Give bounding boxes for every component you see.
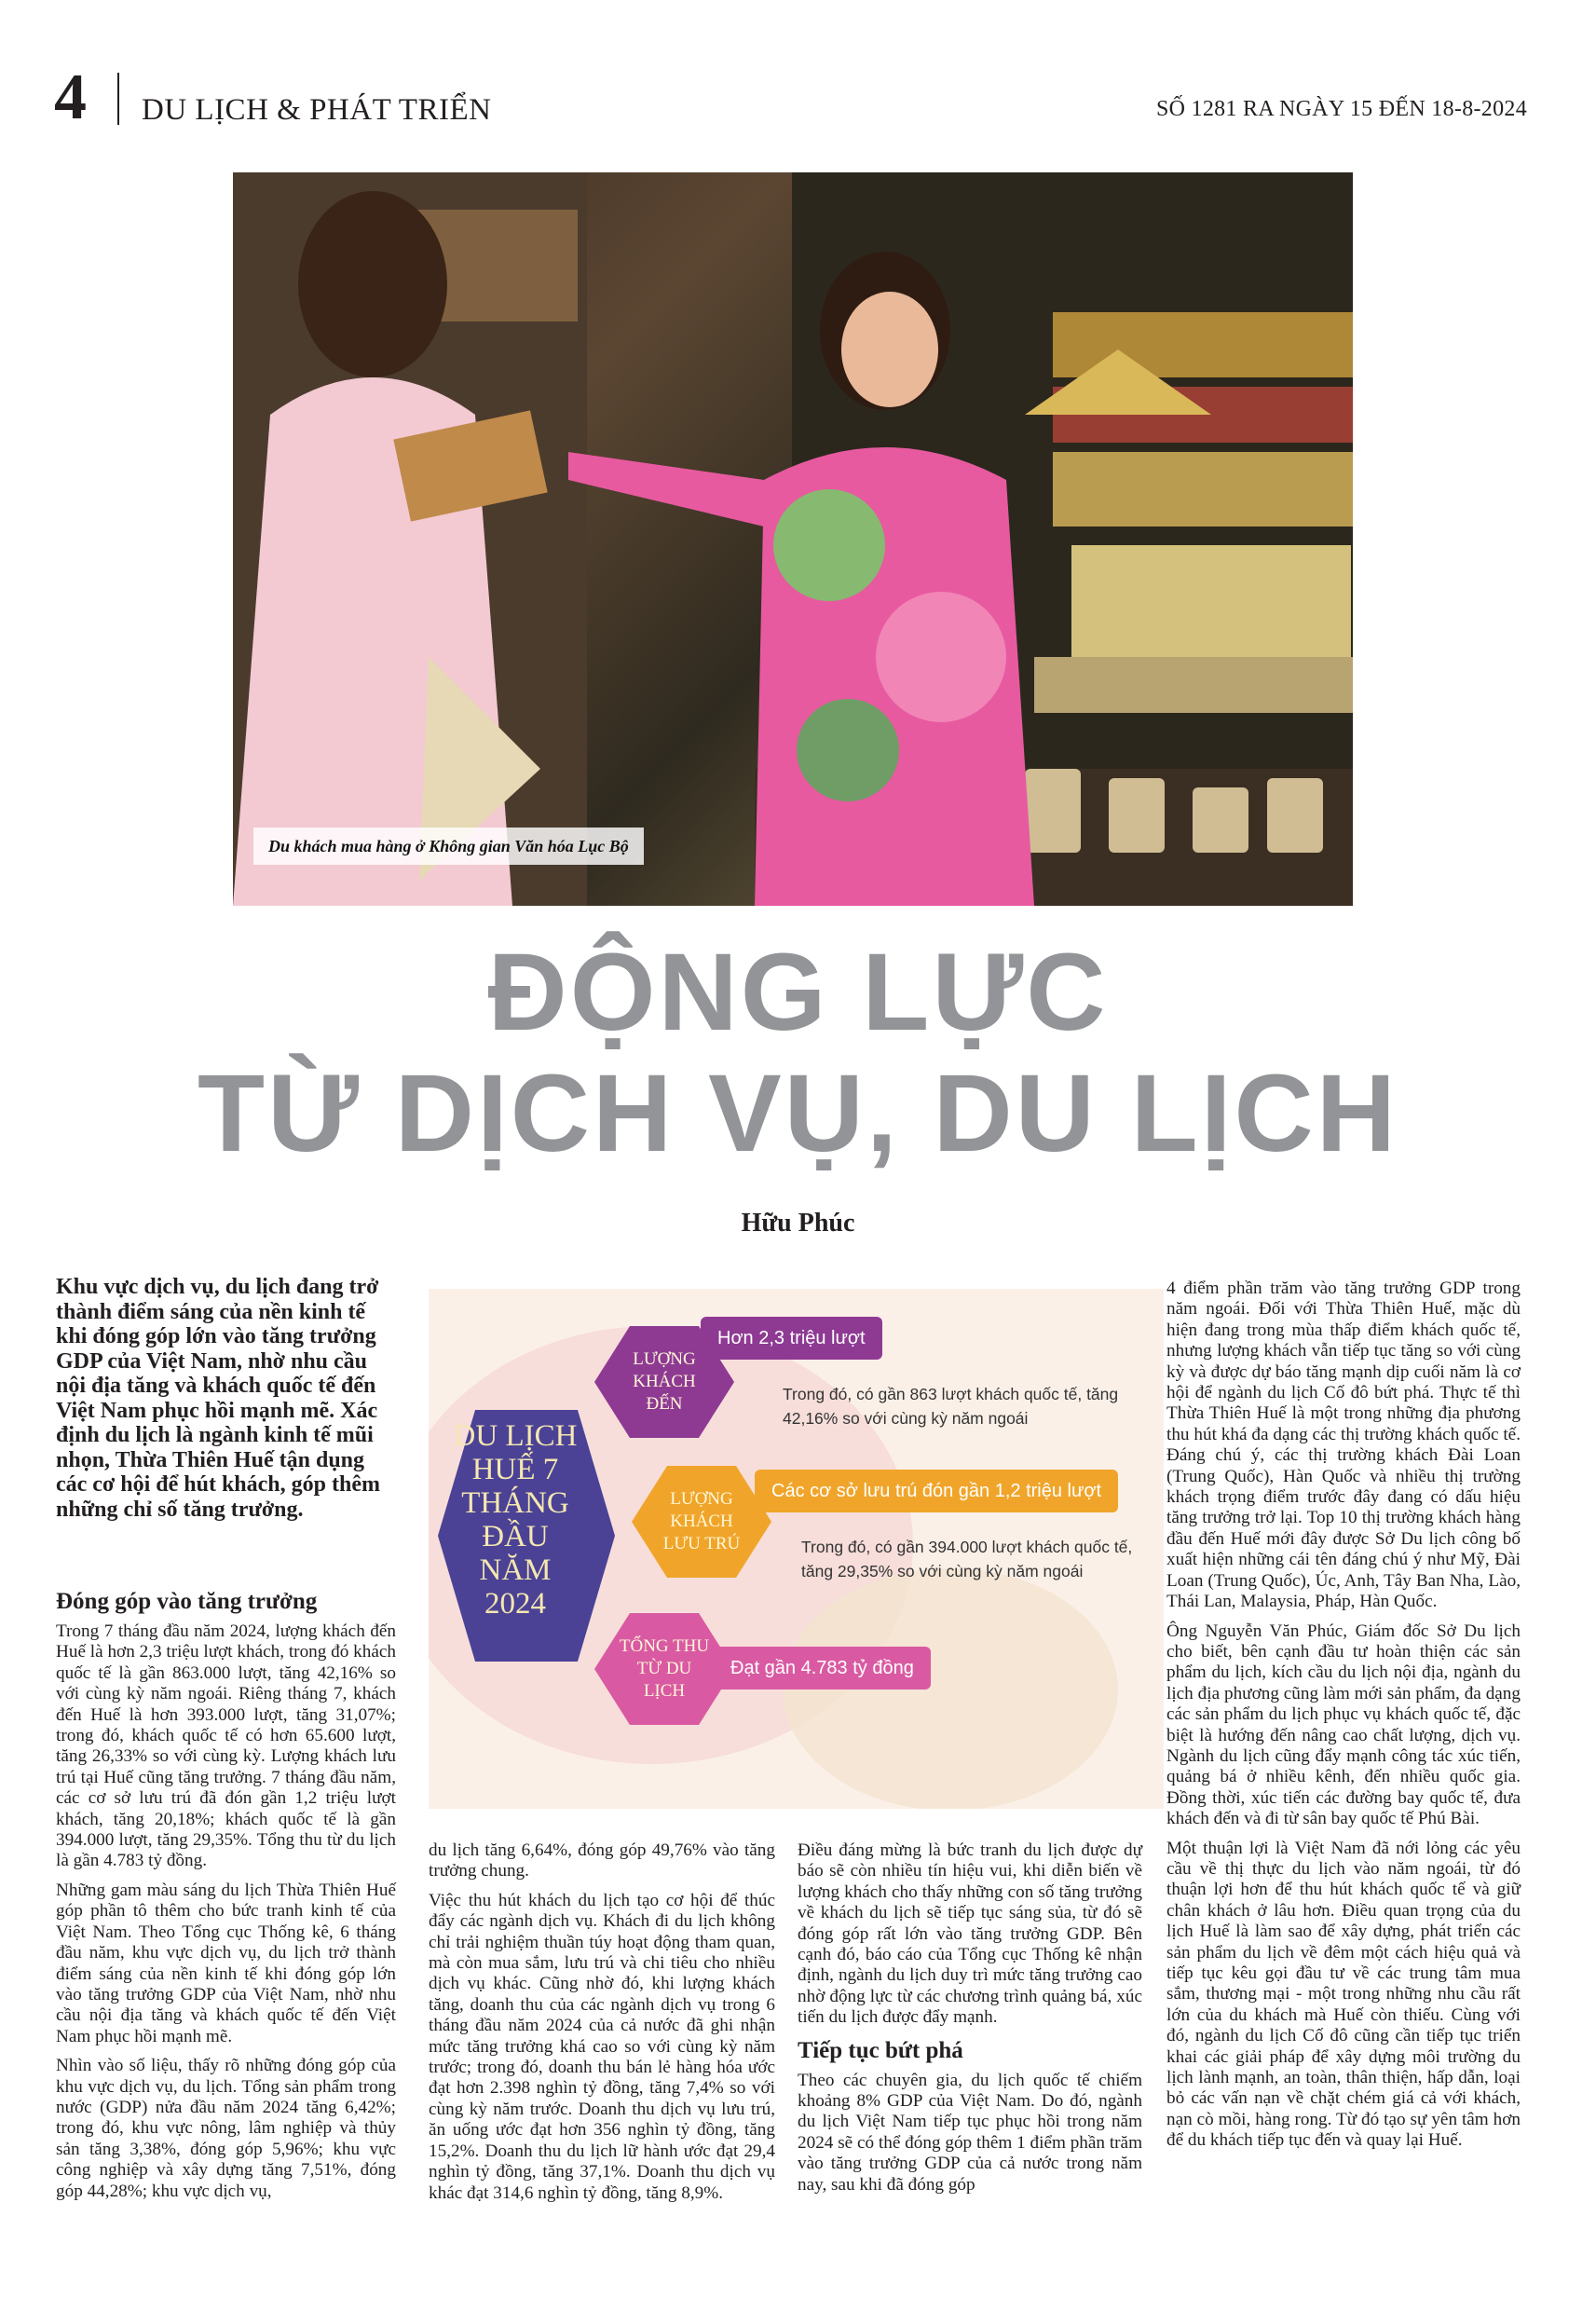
infographic-title: DU LỊCH HUẾ 7 THÁNG ĐẦU NĂM 2024 bbox=[453, 1419, 578, 1621]
paragraph: 4 điểm phần trăm vào tăng trưởng GDP trong năm ngoái. Đối với Thừa Thiên Huế, mặc dù hiện đang trong mùa thấp điểm khách quốc tế, nhưng lượng khách vẫn tiếp tục tăng so với cùng kỳ và được dự báo tăng mạnh dịp cuối năm là cơ hội để ngành du lịch Cố đô bứt phá. Thực tế thì Thừa Thiên Huế là một trong những địa phương thu hút khá đa dạng các thị trường khách quốc tế. Đáng chú ý, các thị trường khách Đài Loan (Trung Quốc), Hàn Quốc và nhiều thị trường khách trọng điểm trước đây đang có dấu hiệu tăng trưởng trở lại. Top 10 thị trường khách hàng đầu đến Huế mới đây được Sở Du lịch công bố xuất hiện những cái tên đáng chú ý như Mỹ, Đài Loan (Trung Quốc), Úc, Anh, Tây Ban Nha, Lào, Thái Lan, Malaysia, Pháp, Hàn Quốc. bbox=[1166, 1279, 1521, 1612]
paragraph: Theo các chuyên gia, du lịch quốc tế chiếm khoảng 8% GDP của Việt Nam. Do đó, ngành du lịch Việt Nam tiếp tục phục hồi trong năm 2024 sẽ có thể đóng góp thêm 1 điểm phần trăm vào tăng trưởng GDP của cả nước trong năm nay, sau khi đã đóng góp bbox=[798, 2070, 1142, 2195]
lead-paragraph: Khu vực dịch vụ, du lịch đang trở thành điểm sáng của nền kinh tế khi đóng góp lớn vào tăng trưởng GDP của Việt Nam, nhờ nhu cầu nội địa tăng và khách quốc tế đến Việt Nam phục hồi mạnh mẽ. Xác định du lịch là ngành kinh tế mũi nhọn, Thừa Thiên Huế tận dụng các cơ hội để hút khách, góp thêm những chỉ số tăng trưởng. bbox=[56, 1275, 380, 1522]
highlight-visitors: Hơn 2,3 triệu lượt bbox=[701, 1317, 882, 1360]
byline: Hữu Phúc bbox=[741, 1209, 855, 1238]
paragraph: du lịch tăng 6,64%, đóng góp 49,76% vào tăng trưởng chung. bbox=[429, 1840, 775, 1881]
paragraph: Việc thu hút khách du lịch tạo cơ hội để thúc đẩy các ngành dịch vụ. Khách đi du lịch không chỉ trải nghiệm thuần túy hoạt động tham quan, mà còn mua sắm, lưu trú và chi tiêu cho nhiều dịch vụ khác. Cũng nhờ đó, khi lượng khách tăng, doanh thu của các ngành dịch vụ trong 6 tháng đầu năm 2024 của cả nước đã ghi nhận mức tăng trưởng khá cao so với cùng kỳ năm trước; trong đó, doanh thu bán lẻ hàng hóa ước đạt hơn 2.398 nghìn tỷ đồng, tăng 7,4% so với cùng kỳ năm trước. Doanh thu dịch vụ lưu trú, ăn uống ước đạt hơn 356 nghìn tỷ đồng, tăng 15,2%. Doanh thu du lịch lữ hành ước đạt 29,4 nghìn tỷ đồng, tăng 37,1%. Doanh thu dịch vụ khác đạt 314,6 nghìn tỷ đồng, tăng 8,9%. bbox=[429, 1890, 775, 2203]
detail-stays: Trong đó, có gần 394.000 lượt khách quốc tế, tăng 29,35% so với cùng kỳ năm ngoái bbox=[801, 1538, 1133, 1580]
paragraph: Một thuận lợi là Việt Nam đã nới lỏng các yêu cầu về thị thực du lịch vào năm ngoái, từ đó thuận lợi hơn để thu hút khách quốc tế và giữ chân khách ở lâu hơn. Điều quan trọng của du lịch Huế là làm sao để xây dựng, phát triển các sản phẩm du lịch về đêm một cách hiệu quả và tiếp tục kêu gọi đầu tư về các trung tâm mua sắm, thương mại - một trong những nhu cầu rất lớn của du khách mà Huế còn thiếu. Cùng với đó, ngành du lịch Cố đô cũng cần tiếp tục triển khai các giải pháp để xây dựng môi trường du lịch lành mạnh, an toàn, thân thiện, hấp dẫn, loại bỏ các vấn nạn về chặt chém giá cả với khách, nạn cò mồi, hàng rong. Từ đó tạo sự yên tâm hơn để du khách tiếp tục đến và quay lại Huế. bbox=[1166, 1838, 1521, 2151]
label-stays: LƯỢNG KHÁCH LƯU TRÚ bbox=[662, 1489, 741, 1553]
subhead-breakthrough: Tiếp tục bứt phá bbox=[798, 2037, 963, 2063]
subhead-contribution: Đóng góp vào tăng trưởng bbox=[56, 1589, 318, 1614]
paragraph: Nhìn vào số liệu, thấy rõ những đóng góp của khu vực dịch vụ, du lịch. Tổng sản phẩm trong nước (GDP) nửa đầu năm 2024 tăng 6,42%; trong đó, khu vực nông, lâm nghiệp và thủy sản tăng 3,38%, đóng góp 5,96%; khu vực công nghiệp và xây dựng tăng 7,51%, đóng góp 44,28%; khu vực dịch vụ, bbox=[56, 2056, 396, 2201]
column-2 bbox=[429, 1840, 775, 2212]
label-revenue: TỔNG THU TỪ DU LỊCH bbox=[619, 1636, 710, 1701]
photo-illustration bbox=[233, 172, 1353, 906]
label-visitors: LƯỢNG KHÁCH ĐẾN bbox=[633, 1349, 696, 1414]
section-title: DU LỊCH & PHÁT TRIỂN bbox=[142, 93, 492, 127]
page-number: 4 bbox=[54, 62, 87, 133]
photo-caption: Du khách mua hàng ở Không gian Văn hóa Lục Bộ bbox=[253, 828, 644, 865]
headline bbox=[0, 932, 1596, 1174]
header-divider bbox=[117, 73, 119, 125]
column-4 bbox=[1166, 1279, 1521, 2160]
headline-line-1: ĐỘNG LỰC bbox=[487, 931, 1109, 1054]
highlight-revenue: Đạt gần 4.783 tỷ đồng bbox=[714, 1647, 931, 1690]
column-1 bbox=[56, 1584, 396, 2210]
headline-line-2: TỪ DỊCH VỤ, DU LỊCH bbox=[198, 1052, 1398, 1175]
infographic bbox=[429, 1289, 1164, 1809]
detail-visitors: Trong đó, có gần 863 lượt khách quốc tế, tăng 42,16% so với cùng kỳ năm ngoái bbox=[783, 1385, 1119, 1428]
paragraph: Trong 7 tháng đầu năm 2024, lượng khách đến Huế là hơn 2,3 triệu lượt khách, trong đó khách quốc tế là gần 863.000 lượt, tăng 42,16% so với cùng kỳ năm ngoái. Riêng tháng 7, khách đến Huế là hơn 393.000 lượt, tăng 31,07%; trong đó, khách quốc tế có hơn 65.600 lượt, tăng 26,33% so với cùng kỳ. Lượng khách lưu trú tại Huế cũng tăng trưởng. 7 tháng đầu năm, các cơ sở lưu trú đã đón gần 1,2 triệu lượt khách, tăng 20,18%; khách quốc tế là gần 394.000 lượt, tăng 29,35%. Tổng thu từ du lịch là gần 4.783 tỷ đồng. bbox=[56, 1621, 396, 1871]
issue-info: SỐ 1281 RA NGÀY 15 ĐẾN 18-8-2024 bbox=[1155, 97, 1527, 121]
paragraph: Ông Nguyễn Văn Phúc, Giám đốc Sở Du lịch cho biết, bên cạnh đầu tư hoàn thiện các sản phẩm du lịch, kích cầu du lịch nội địa, ngành du lịch địa phương cũng làm mới sản phẩm, đa dạng các sản phẩm du lịch phục vụ khách quốc tế, đặc biệt là hướng đến nâng cao chất lượng, dịch vụ. Ngành du lịch cũng đẩy mạnh công tác xúc tiến, quảng bá ở nhiều kênh, đến nhiều quốc gia. Đồng thời, xúc tiến các đường bay quốc tế, đưa khách đến và đi từ sân bay quốc tế Phú Bài. bbox=[1166, 1621, 1521, 1829]
highlight-stays: Các cơ sở lưu trú đón gần 1,2 triệu lượt bbox=[755, 1470, 1118, 1512]
paragraph: Điều đáng mừng là bức tranh du lịch được dự báo sẽ còn nhiều tín hiệu vui, khi diễn biến về lượng khách cho thấy những con số tăng trưởng về khách du lịch sẽ tiếp tục sáng sủa, từ đó sẽ đóng góp rất lớn vào tăng trưởng GDP. Bên cạnh đó, báo cáo của Tổng cục Thống kê nhận định, ngành du lịch duy trì mức tăng trưởng cao nhờ động lực từ các chương trình quảng bá, xúc tiến du lịch được đẩy mạnh. bbox=[798, 1840, 1142, 2028]
article-photo bbox=[233, 172, 1353, 906]
column-3 bbox=[798, 1840, 1142, 2204]
paragraph: Những gam màu sáng du lịch Thừa Thiên Huế góp phần tô thêm cho bức tranh kinh tế của Việt Nam. Theo Tổng cục Thống kê, 6 tháng đầu năm, khu vực dịch vụ, du lịch trở thành điểm sáng của nền kinh tế khi đóng góp lớn vào tăng trưởng GDP của Việt Nam, nhờ nhu cầu nội địa tăng và khách quốc tế đến Việt Nam phục hồi mạnh mẽ. bbox=[56, 1880, 396, 2046]
